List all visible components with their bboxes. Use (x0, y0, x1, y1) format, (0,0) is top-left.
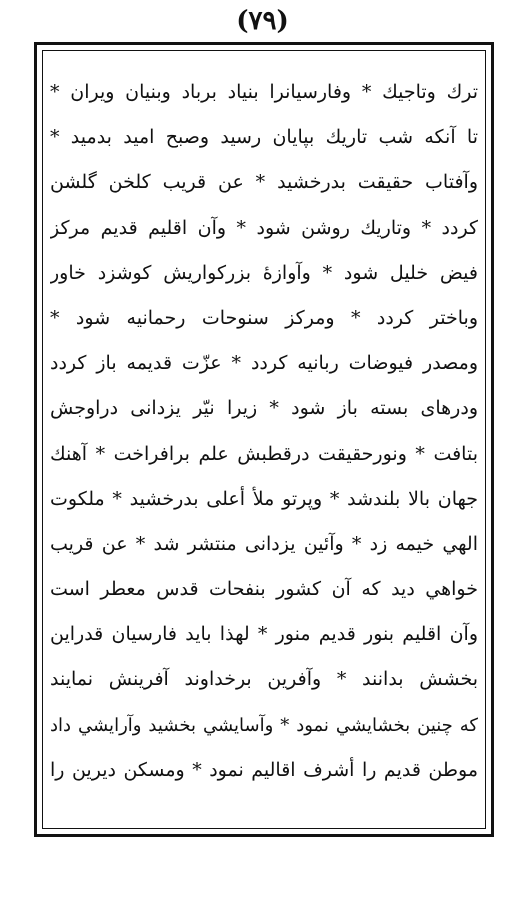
text-line: موطن قديم را أشرف اقاليم نمود * ومسكن ديرين را (50, 758, 478, 781)
text-line: ترك وتاجيك * وفارسيانرا بنياد برباد وبنيان ويران * (50, 81, 478, 103)
text-line: ومصدر فيوضات ربانيه كردد * عزّت قديمه باز كردد (50, 352, 478, 375)
text-line: بتافت * ونورحقيقت درقطبش علم برافراخت * آهنك (50, 442, 478, 465)
text-line: وآفتاب حقيقت بدرخشيد * عن قريب كلخن گلشن (50, 171, 478, 194)
text-line: وباختر كردد * ومركز سنوحات رحمانيه شود * (50, 306, 478, 329)
text-line: خواهي ديد كه آن كشور بنفحات قدس معطر است (50, 578, 478, 601)
text-line: جهان بالا بلندشد * وپرتو ملأ أعلى بدرخشيد * ملكوت (50, 487, 478, 510)
text-line: وآن اقليم بنور قديم منور * لهذا بايد فارسيان قدراين (50, 623, 478, 646)
text-line: الهي خيمه زد * وآئين يزدانى منتشر شد * عن قريب (50, 532, 478, 555)
text-line: تا آنكه شب تاريك بپايان رسيد وصبح اميد بدميد * (50, 126, 478, 149)
text-line: كردد * وتاريك روشن شود * وآن اقليم قديم مركز (50, 216, 478, 239)
text-line: كه چنين بخشايشي نمود * وآسايشي بخشيد وآرايشي داد (50, 714, 478, 736)
text-line: ودرهاى بسته باز شود * زيرا نيّر يزدانى دراوجش (50, 397, 478, 420)
body-text (50, 70, 478, 793)
text-line: فيض خليل شود * وآوازهٔ بزركواريش كوشزد خاور (50, 261, 478, 284)
text-line: بخشش بدانند * وآفرين برخداوند آفرينش نمايند (50, 668, 478, 691)
page-number: (٧٩) (236, 6, 289, 36)
